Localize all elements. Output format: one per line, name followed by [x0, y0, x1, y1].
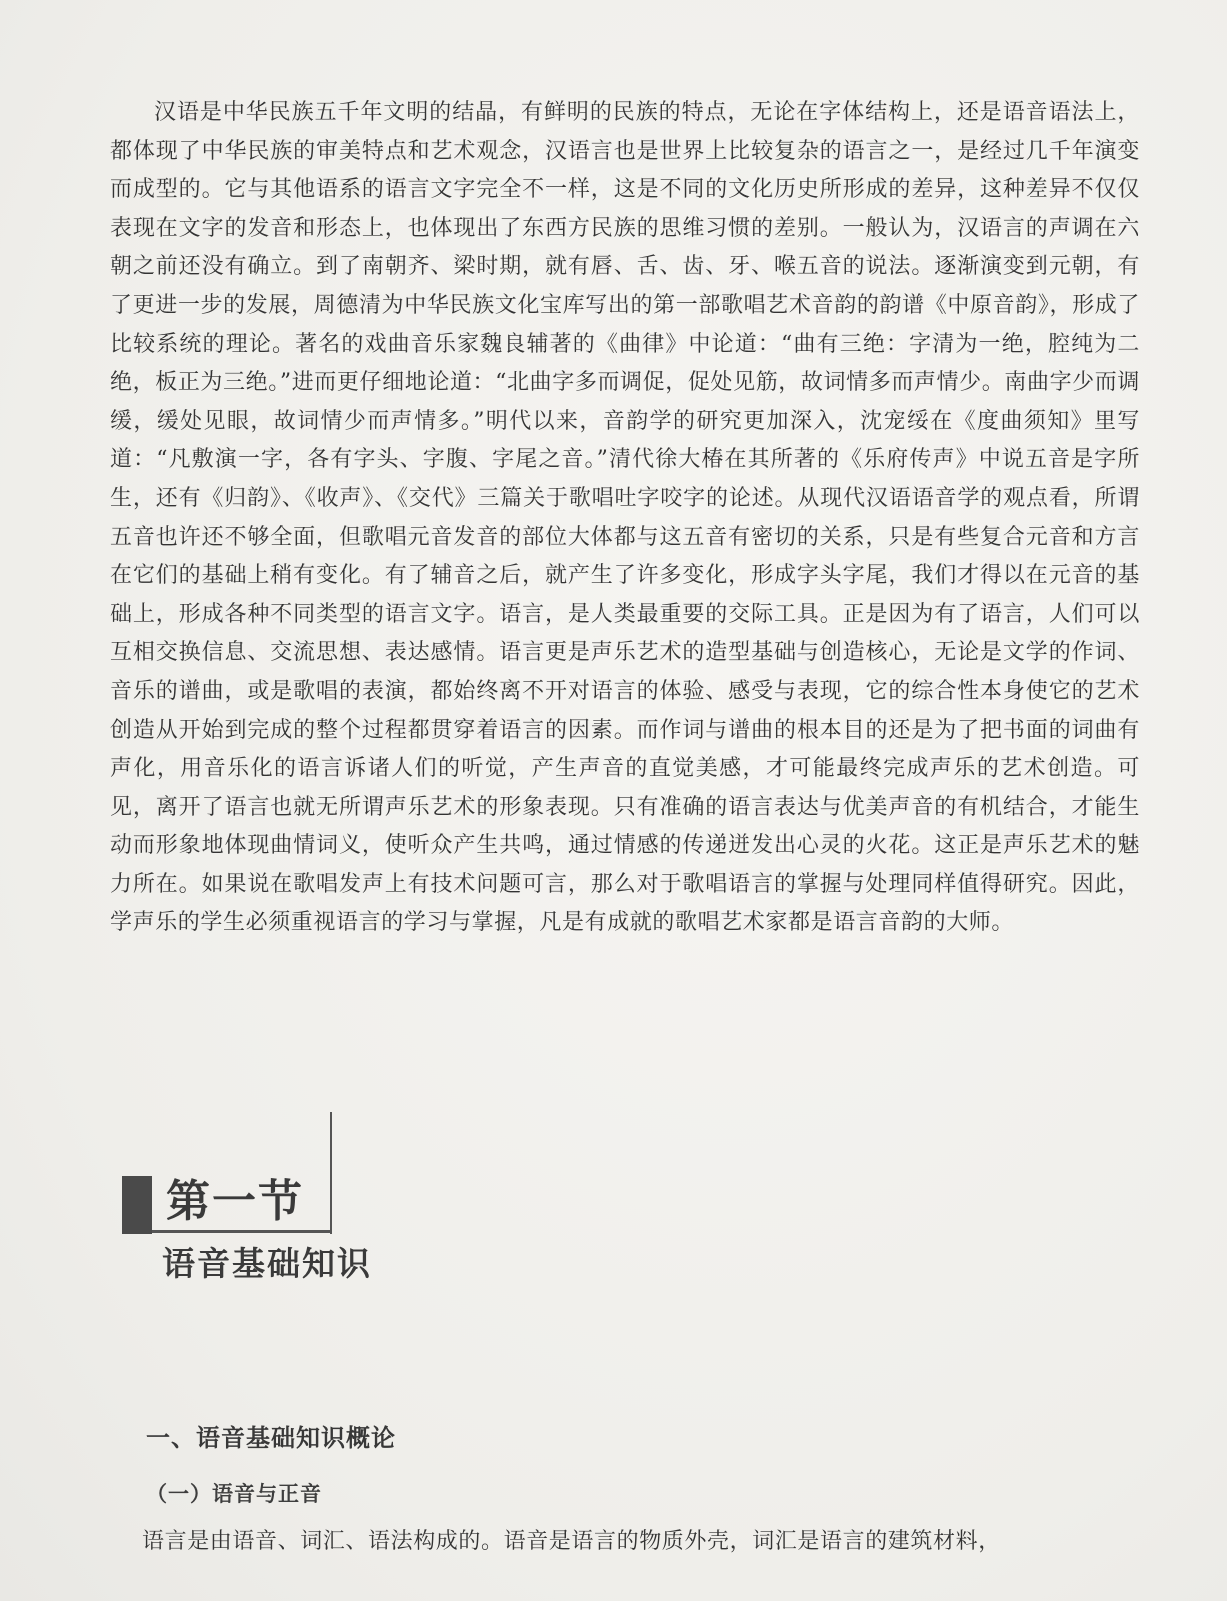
intro-paragraph: 汉语是中华民族五千年文明的结晶，有鲜明的民族的特点，无论在字体结构上，还是语音语法上，都体现了中华民族的审美特点和艺术观念，汉语言也是世界上比较复杂的语言之一，是经过几千年演变而成型的。它与其他语系的语言文字完全不一样，这是不同的文化历史所形成的差异，这种差异不仅仅表现在文字的发音和形态上，也体现出了东西方民族的思维习惯的差别。一般认为，汉语言的声调在六朝之前还没有确立。到了南朝齐、梁时期，就有唇、舌、齿、牙、喉五音的说法。逐渐演变到元朝，有了更进一步的发展，周德清为中华民族文化宝库写出的第一部歌唱艺术音韵的韵谱《中原音韵》，形成了比较系统的理论。著名的戏曲音乐家魏良辅著的《曲律》中论道：“曲有三绝：字清为一绝，腔纯为二绝，板正为三绝。”进而更仔细地论道：“北曲字多而调促，促处见筋，故词情多而声情少。南曲字少而调缓，缓处见眼，故词情少而声情多。”明代以来，音韵学的研究更加深入，沈宠绥在《度曲须知》里写道：“凡敷演一字，各有字头、字腹、字尾之音。”清代徐大椿在其所著的《乐府传声》中说五音是字所生，还有《归韵》、《收声》、《交代》三篇关于歌唱吐字咬字的论述。从现代汉语语音学的观点看，所谓五音也许还不够全面，但歌唱元音发音的部位大体都与这五音有密切的关系，只是有些复合元音和方言在它们的基础上稍有变化。有了辅音之后，就产生了许多变化，形成字头字尾，我们才得以在元音的基础上，形成各种不同类型的语言文字。语言，是人类最重要的交际工具。正是因为有了语言，人们可以互相交换信息、交流思想、表达感情。语言更是声乐艺术的造型基础与创造核心，无论是文学的作词、音乐的谱曲，或是歌唱的表演，都始终离不开对语言的体验、感受与表现，它的综合性本身使它的艺术创造从开始到完成的整个过程都贯穿着语言的因素。而作词与谱曲的根本目的还是为了把书面的词曲有声化，用音乐化的语言诉诸人们的听觉，产生声音的直觉美感，才可能最终完成声乐的艺术创造。可见，离开了语言也就无所谓声乐艺术的形象表现。只有准确的语言表达与优美声音的有机结合，才能生动而形象地体现曲情词义，使听众产生共鸣，通过情感的传递迸发出心灵的火花。这正是声乐艺术的魅力所在。如果说在歌唱发声上有技术问题可言，那么对于歌唱语言的掌握与处理同样值得研究。因此，学声乐的学生必须重视语言的学习与掌握，凡是有成就的歌唱艺术家都是语言音韵的大师。 — [110, 100, 1140, 936]
sub-subheading: （一）语音与正音 — [146, 1482, 322, 1506]
section-number: 第一节 — [166, 1176, 304, 1227]
section-title: 语音基础知识 — [162, 1244, 372, 1283]
section-vertical-rule — [330, 1112, 332, 1234]
section-horizontal-rule — [152, 1230, 332, 1233]
subheading: 一、语音基础知识概论 — [146, 1424, 396, 1452]
section-marker-bar — [122, 1176, 152, 1234]
section-heading — [122, 1112, 422, 1302]
body-text-line: 语言是由语音、词汇、语法构成的。语音是语言的物质外壳，词汇是语言的建筑材料， — [142, 1529, 1001, 1554]
